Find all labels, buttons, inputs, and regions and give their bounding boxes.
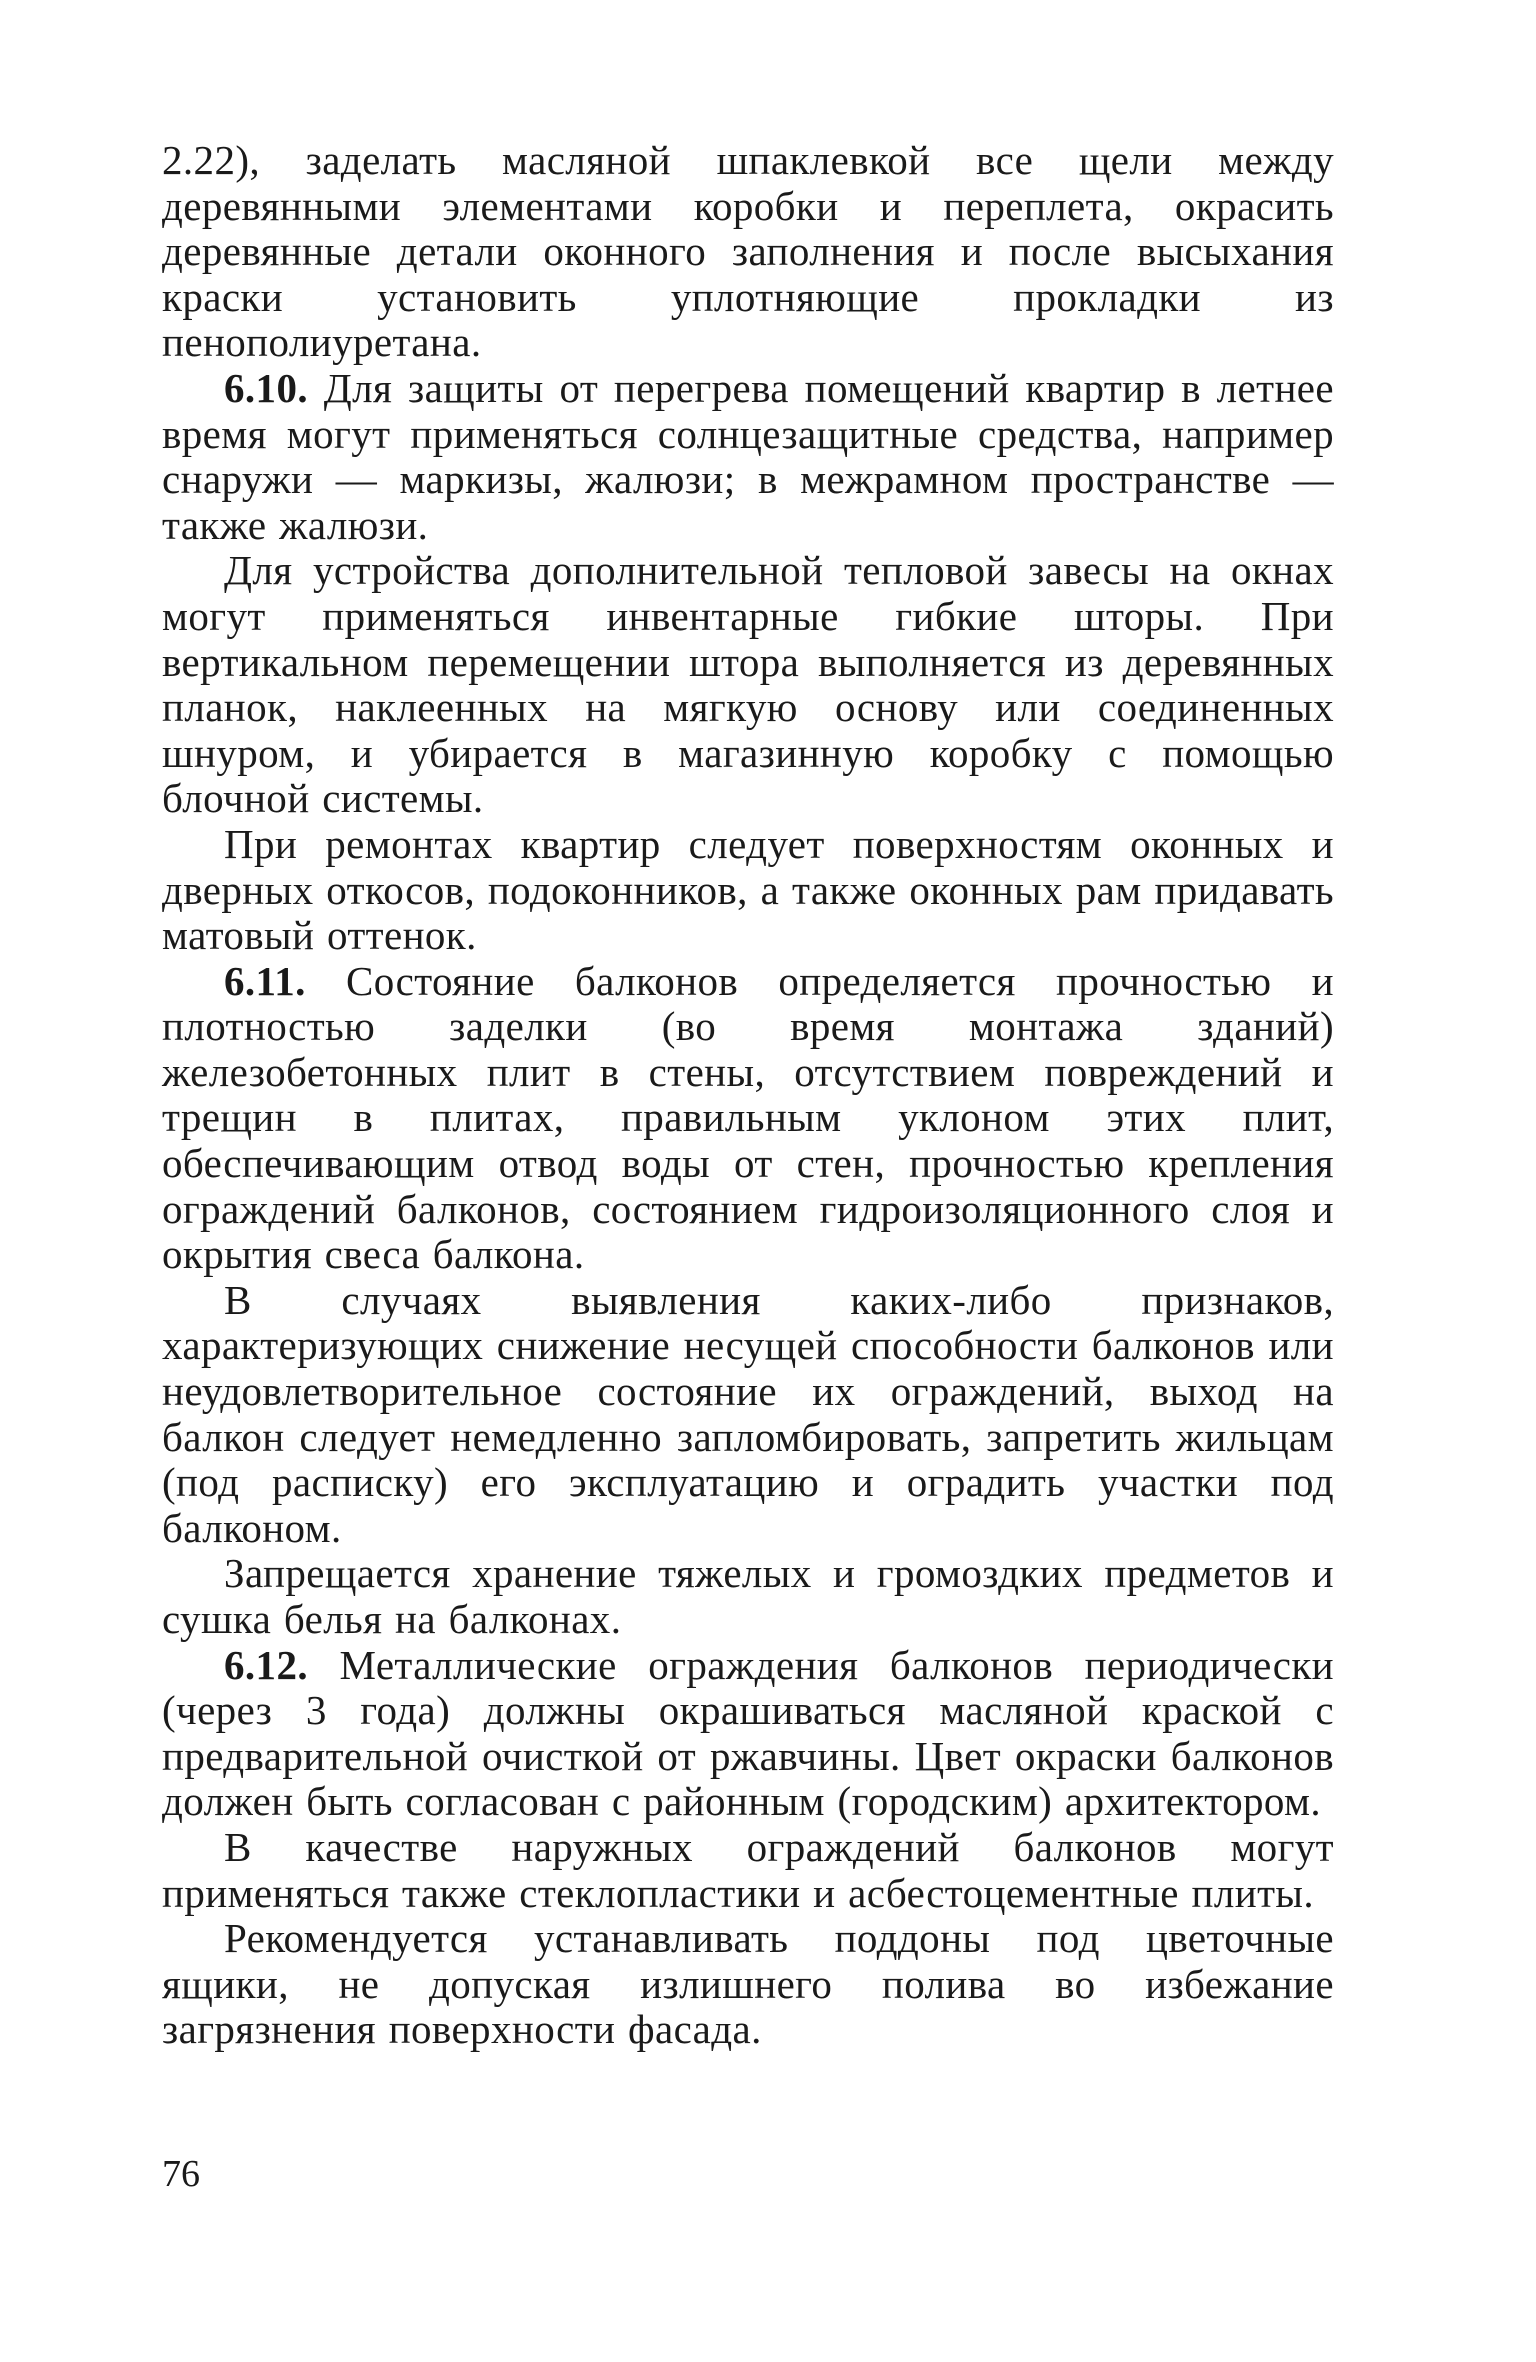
paragraph-matte-finish — [162, 822, 1334, 959]
paragraph-text: При ремонтах квартир следует поверхностям оконных и дверных откосов, подоконников, а также оконных рам придавать матовый оттенок. — [162, 820, 1334, 959]
paragraph-text: В качестве наружных ограждений балконов могут применяться также стеклопластики и асбестоцементные плиты. — [162, 1823, 1334, 1916]
paragraph-6-11 — [162, 959, 1334, 1278]
section-number: 6.12. — [224, 1641, 308, 1688]
paragraph-6-12 — [162, 1643, 1334, 1825]
paragraph-text: Для защиты от перегрева помещений квартир в летнее время могут применяться солнцезащитные средства, например снаружи — маркизы, жалюзи; в межрамном пространстве — также жалюзи. — [162, 364, 1334, 548]
paragraph-text: В случаях выявления каких-либо признаков, характеризующих снижение несущей способности балконов или неудовлетворительное состояние их ограждений, выход на балкон следует немедленно запломбировать, запретить жильцам (под расписку) его эксплуатацию и оградить участки под балконом. — [162, 1276, 1334, 1551]
page-number: 76 — [162, 2153, 200, 2195]
paragraph-balcony-defects — [162, 1278, 1334, 1552]
paragraph-text: 2.22), заделать масляной шпаклевкой все щели между деревянными элементами коробки и переплета, окрасить деревянные детали оконного заполнения и после высыхания краски установить уплотняющие прокладки из пенополиуретана. — [162, 137, 1334, 366]
paragraph-text: Металлические ограждения балконов периодически (через 3 года) должны окрашиваться масляной краской с предварительной очисткой от ржавчины. Цвет окраски балконов должен быть согласован с районным (городским) архитектором. — [162, 1641, 1334, 1825]
paragraph-railing-materials — [162, 1825, 1334, 1916]
paragraph-text: Для устройства дополнительной тепловой завесы на окнах могут применяться инвентарные гибкие шторы. При вертикальном перемещении штора выполняется из деревянных планок, наклеенных на мягкую основу или соединенных шнуром, и убирается в магазинную коробку с помощью блочной системы. — [162, 547, 1334, 822]
paragraph-6-10 — [162, 366, 1334, 548]
paragraph-continuation — [162, 138, 1334, 366]
paragraph-text: Запрещается хранение тяжелых и громоздких предметов и сушка белья на балконах. — [162, 1550, 1334, 1642]
section-number: 6.10. — [224, 364, 308, 411]
section-number: 6.11. — [224, 957, 306, 1004]
paragraph-flower-boxes — [162, 1916, 1334, 2053]
page-body — [162, 138, 1334, 2053]
paragraph-storage-ban — [162, 1551, 1334, 1642]
paragraph-text: Рекомендуется устанавливать поддоны под цветочные ящики, не допуская излишнего полива во избежание загрязнения поверхности фасада. — [162, 1915, 1334, 2053]
paragraph-text: Состояние балконов определяется прочностью и плотностью заделки (во время монтажа зданий) железобетонных плит в стены, отсутствием повреждений и трещин в плитах, правильным уклоном этих плит, обеспечивающим отвод воды от стен, прочностью крепления ограждений балконов, состоянием гидроизоляционного слоя и окрытия свеса балкона. — [162, 957, 1334, 1278]
paragraph-thermal-curtain — [162, 548, 1334, 822]
